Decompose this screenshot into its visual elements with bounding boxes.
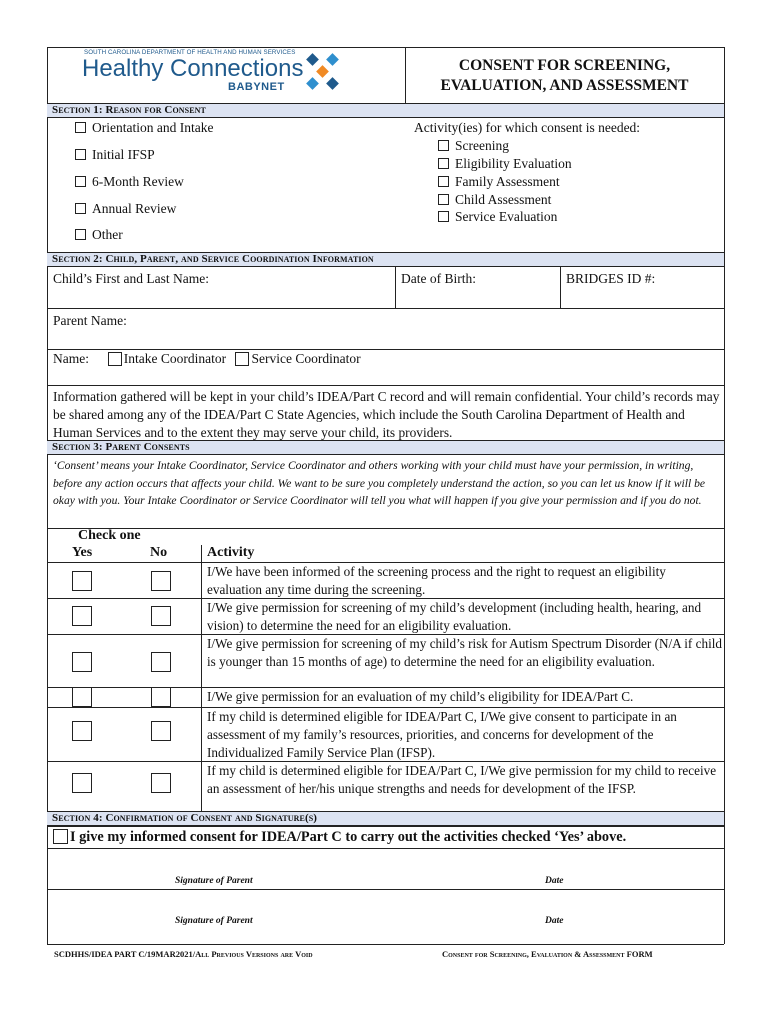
bridges-id-field[interactable]: BRIDGES ID #: bbox=[566, 271, 656, 286]
confidentiality-text: Information gathered will be kept in your child’s IDEA/Part C record and will remain confidential. Your child’s records may be shared among any of the IDEA/Part C State Agencies, which include the South Carolina Department of Health and Human Services and to the extent they may serve your child, its providers. bbox=[53, 389, 720, 440]
check-one-label: Check one bbox=[78, 528, 141, 543]
logo-x-icon bbox=[304, 53, 342, 93]
reason-orientation[interactable]: Orientation and Intake bbox=[75, 120, 213, 136]
signature-parent-1-label: Signature of Parent bbox=[175, 876, 253, 886]
informed-consent-row[interactable] bbox=[53, 829, 626, 846]
section-4-title: Section 4: Confirmation of Consent and Signature(s) bbox=[52, 812, 318, 824]
checkbox[interactable] bbox=[438, 158, 449, 169]
signature-parent-2-label: Signature of Parent bbox=[175, 916, 253, 926]
activity-child-assessment[interactable]: Child Assessment bbox=[438, 192, 551, 208]
checkbox[interactable] bbox=[438, 194, 449, 205]
checkbox[interactable] bbox=[438, 176, 449, 187]
section-3-title: Section 3: Parent Consents bbox=[52, 441, 190, 453]
row-2-no-checkbox[interactable] bbox=[151, 606, 171, 626]
row-3-activity: I/We give permission for screening of my child’s risk for Autism Spectrum Disorder (N/A if child is younger than 15 months of age) to determine the need for an eligibility evaluation. bbox=[207, 636, 722, 669]
checkbox[interactable] bbox=[75, 122, 86, 133]
parent-name-field[interactable]: Parent Name: bbox=[53, 313, 127, 328]
title-line-1: CONSENT FOR SCREENING, bbox=[458, 57, 671, 74]
logo-sub-text: BABYNET bbox=[228, 81, 285, 93]
checkbox[interactable] bbox=[75, 176, 86, 187]
footer-right: Consent for Screening, Evaluation & Assessment FORM bbox=[442, 949, 653, 959]
row-4-no-checkbox[interactable] bbox=[151, 687, 171, 707]
row-5-activity: If my child is determined eligible for IDEA/Part C, I/We give consent to participate in an assessment of my family’s resources, priorities, and concerns for development of the Individualized Family Service Plan (IFSP). bbox=[207, 709, 677, 760]
activity-family-assessment[interactable]: Family Assessment bbox=[438, 174, 560, 190]
checkbox[interactable] bbox=[75, 203, 86, 214]
row-4-yes-checkbox[interactable] bbox=[72, 687, 92, 707]
row-2-yes-checkbox[interactable] bbox=[72, 606, 92, 626]
checkbox[interactable] bbox=[438, 211, 449, 222]
section-1-bar bbox=[47, 103, 724, 118]
section-4-bar bbox=[47, 811, 724, 826]
col-yes-header: Yes bbox=[72, 545, 93, 560]
checkbox[interactable] bbox=[438, 140, 449, 151]
informed-consent-text: I give my informed consent for IDEA/Part C to carry out the activities checked ‘Yes’ above. bbox=[70, 829, 627, 845]
activity-screening[interactable]: Screening bbox=[438, 138, 509, 154]
activity-eligibility-evaluation[interactable]: Eligibility Evaluation bbox=[438, 156, 572, 172]
row-1-yes-checkbox[interactable] bbox=[72, 571, 92, 591]
consent-definition: ‘Consent’ means your Intake Coordinator, Service Coordinator and others working with your child must have your permission, in writing, before any action occurs that affects your child. We want to be sure you completely understand the action, so you can let us know if it will be okay with you. Your Intake Coordinator or Service Coordinator will tell you what will happen if you give your permission and if you do not. bbox=[53, 459, 706, 507]
dob-field[interactable]: Date of Birth: bbox=[401, 271, 476, 286]
informed-consent-checkbox[interactable] bbox=[53, 829, 68, 844]
col-no-header: No bbox=[150, 545, 168, 560]
row-5-no-checkbox[interactable] bbox=[151, 721, 171, 741]
title-line-2: EVALUATION, AND ASSESSMENT bbox=[440, 77, 689, 94]
row-6-yes-checkbox[interactable] bbox=[72, 773, 92, 793]
header-logo bbox=[80, 49, 350, 99]
name-label: Name: bbox=[53, 351, 89, 366]
row-4-activity: I/We give permission for an evaluation of my child’s eligibility for IDEA/Part C. bbox=[207, 689, 634, 704]
section-1-title: Section 1: Reason for Consent bbox=[52, 104, 206, 116]
checkbox[interactable] bbox=[75, 229, 86, 240]
section-2-title: Section 2: Child, Parent, and Service Coordination Information bbox=[52, 253, 374, 265]
child-name-field[interactable]: Child’s First and Last Name: bbox=[53, 271, 209, 286]
reason-other[interactable]: Other bbox=[75, 227, 123, 243]
reason-initial-ifsp[interactable]: Initial IFSP bbox=[75, 147, 155, 163]
intake-coordinator-label: Intake Coordinator bbox=[123, 351, 227, 366]
activity-service-evaluation[interactable]: Service Evaluation bbox=[438, 209, 557, 225]
intake-coordinator-checkbox[interactable] bbox=[108, 352, 122, 366]
section-3-bar bbox=[47, 440, 724, 455]
row-3-yes-checkbox[interactable] bbox=[72, 652, 92, 672]
row-6-no-checkbox[interactable] bbox=[151, 773, 171, 793]
logo-main-text: Healthy Connections bbox=[82, 55, 304, 82]
service-coordinator-label: Service Coordinator bbox=[251, 351, 361, 366]
row-1-activity: I/We have been informed of the screening process and the right to request an eligibility evaluation any time during the screening. bbox=[207, 564, 666, 597]
agency-line: SOUTH CAROLINA DEPARTMENT OF HEALTH AND HUMAN SERVICES bbox=[84, 49, 296, 56]
reason-annual-review[interactable]: Annual Review bbox=[75, 201, 176, 217]
col-activity-header: Activity bbox=[207, 545, 255, 560]
reason-6-month-review[interactable]: 6-Month Review bbox=[75, 174, 184, 190]
service-coordinator-checkbox[interactable] bbox=[235, 352, 249, 366]
row-6-activity: If my child is determined eligible for IDEA/Part C, I/We give permission for my child to receive an assessment of her/his unique strengths and needs for development of the IFSP. bbox=[207, 763, 717, 796]
row-1-no-checkbox[interactable] bbox=[151, 571, 171, 591]
date-1-label: Date bbox=[545, 876, 564, 886]
row-5-yes-checkbox[interactable] bbox=[72, 721, 92, 741]
checkbox[interactable] bbox=[75, 149, 86, 160]
section-2-bar bbox=[47, 252, 724, 267]
coordinator-name-row bbox=[53, 351, 361, 367]
footer-left: SCDHHS/IDEA PART C/19MAR2021/All Previous Versions are Void bbox=[54, 949, 313, 959]
row-2-activity: I/We give permission for screening of my child’s development (including health, hearing, and vision) to determine the need for an eligibility evaluation. bbox=[207, 600, 702, 633]
form-title bbox=[405, 56, 724, 96]
date-2-label: Date bbox=[545, 916, 564, 926]
activities-label: Activity(ies) for which consent is needed: bbox=[414, 120, 641, 135]
row-3-no-checkbox[interactable] bbox=[151, 652, 171, 672]
